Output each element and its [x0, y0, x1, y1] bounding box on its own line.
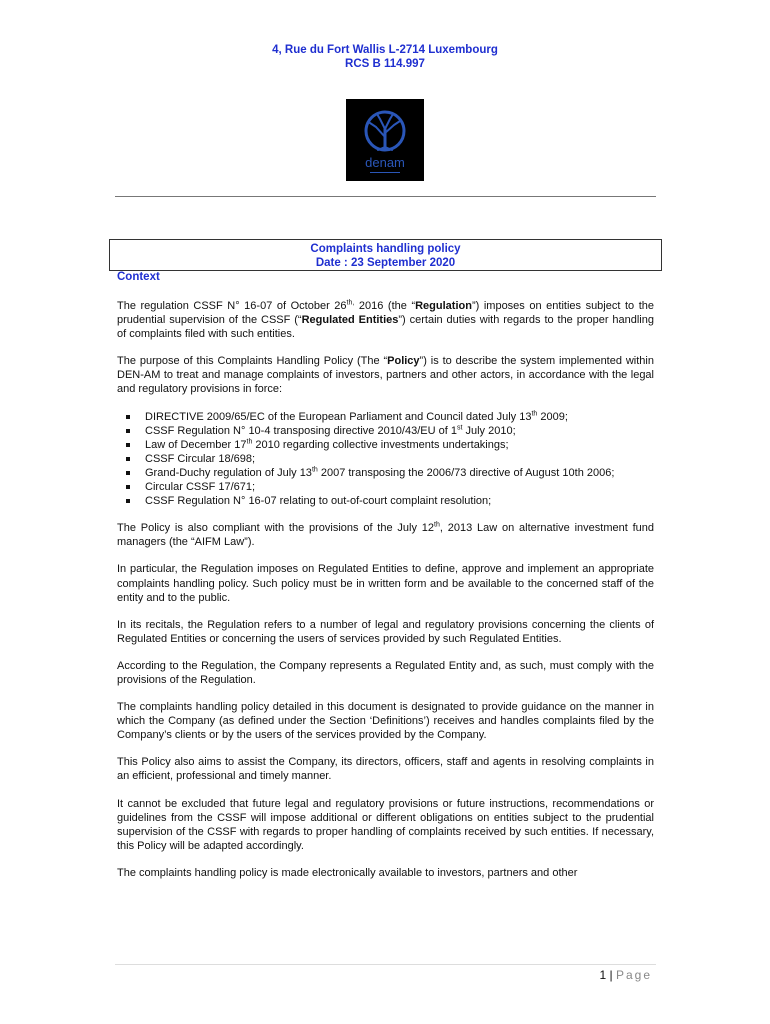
- footer-divider: [115, 964, 656, 965]
- paragraph-future-provisions: It cannot be excluded that future legal and regulatory provisions or future instructions, recommendations or guidelines from the CSSF will impose additional or different obligations on entities subject to the prudential supervision of the CSSF with regards to proper handling of complaints received by such entities. If necessary, this Policy will be adapted accordingly.: [117, 797, 654, 852]
- paragraph-aifm: The Policy is also compliant with the provisions of the July 12th, 2013 Law on alternative investment fund managers (the “AIFM Law”).: [117, 521, 654, 549]
- policy-title: Complaints handling policy: [310, 243, 461, 255]
- provisions-list: [117, 410, 654, 509]
- paragraph-purpose: The purpose of this Complaints Handling Policy (The “Policy”) is to describe the system implemented within DEN-AM to treat and manage complaints of investors, partners and other actors, in accordance with the legal and regulatory provisions in force:: [117, 355, 654, 396]
- list-item: Circular CSSF 17/671;: [117, 480, 654, 494]
- company-address-header: [0, 43, 770, 71]
- tree-logo-icon: [346, 99, 424, 181]
- document-body: [117, 299, 654, 893]
- list-item: CSSF Circular 18/698;: [117, 452, 654, 466]
- paragraph-regulated-entity: According to the Regulation, the Company represents a Regulated Entity and, as such, must comply with the provisions of the Regulation.: [117, 659, 654, 686]
- policy-title-box: [109, 239, 662, 271]
- header-divider: [115, 196, 656, 197]
- rcs-line: RCS B 114.997: [345, 58, 425, 70]
- logo-wordmark: denam: [365, 155, 405, 170]
- paragraph-guidance: The complaints handling policy detailed in this document is designated to provide guidance on the manner in which the Company (as defined under the Section ‘Definitions’) receives and handles complaints filed by the Company’s clients or by the users of the services provided by the Company.: [117, 701, 654, 742]
- page-number: 1 | Page: [599, 968, 652, 982]
- address-line: 4, Rue du Fort Wallis L-2714 Luxembourg: [272, 44, 498, 56]
- list-item: CSSF Regulation N° 10-4 transposing directive 2010/43/EU of 1st July 2010;: [117, 424, 654, 438]
- list-item: Grand-Duchy regulation of July 13th 2007 transposing the 2006/73 directive of August 10th 2006;: [117, 466, 654, 480]
- list-item: Law of December 17th 2010 regarding collective investments undertakings;: [117, 438, 654, 452]
- paragraph-availability: The complaints handling policy is made electronically available to investors, partners and other: [117, 866, 578, 879]
- context-heading: Context: [117, 271, 160, 283]
- list-item: DIRECTIVE 2009/65/EC of the European Parliament and Council dated July 13th 2009;: [117, 410, 654, 424]
- list-item: CSSF Regulation N° 16-07 relating to out-of-court complaint resolution;: [117, 494, 654, 508]
- policy-date: Date : 23 September 2020: [315, 257, 456, 269]
- paragraph-aims: This Policy also aims to assist the Company, its directors, officers, staff and agents in resolving complaints in an efficient, professional and timely manner.: [117, 756, 654, 783]
- paragraph-requirements: In particular, the Regulation imposes on Regulated Entities to define, approve and implement an appropriate complaints handling policy. Such policy must be in written form and be available to the concerned staff of the entity and to the public.: [117, 563, 654, 604]
- paragraph-regulation: The regulation CSSF N° 16-07 of October $26^{th,}$ 2016 (the “Regulation”) imposes on entities subject to the prudential supervision of the CSSF (“Regulated Entities”) certain duties with regards to the proper handling of complaints filed with such entities.: [117, 299, 655, 341]
- paragraph-recitals: In its recitals, the Regulation refers to a number of legal and regulatory provisions concerning the clients of Regulated Entities or concerning the users of services provided by such Regulated Entities.: [117, 618, 654, 645]
